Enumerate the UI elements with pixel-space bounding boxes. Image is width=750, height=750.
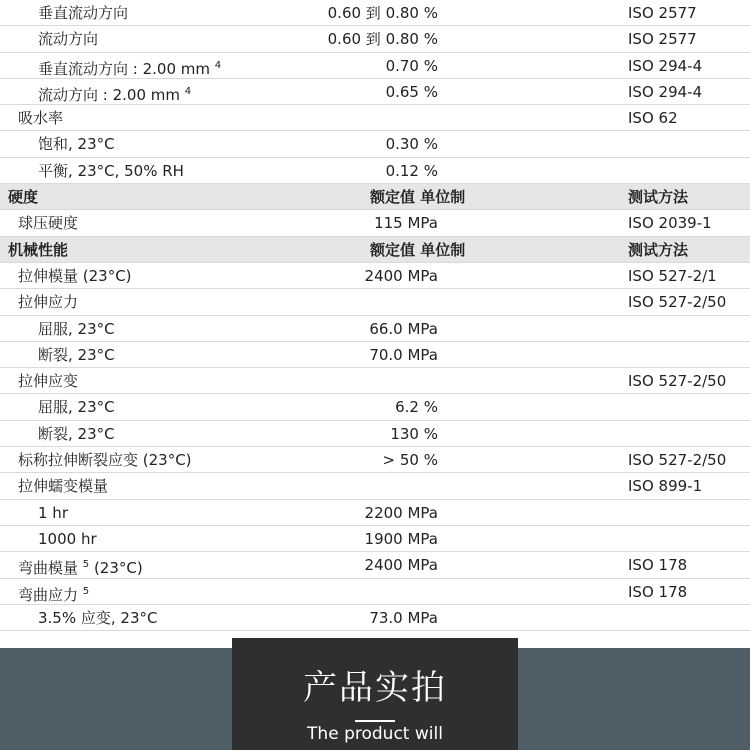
property-label [18,473,108,499]
property-label [38,316,115,342]
label-text: 流动方向 [38,30,99,49]
table-row [0,579,750,605]
property-value: 0.70 % [385,56,438,75]
test-method: ISO 62 [628,109,678,128]
table-row [0,368,750,394]
test-method: ISO 2577 [628,4,697,22]
property-value: 130 % [390,424,438,443]
table-row [0,394,750,420]
test-method: ISO 294-4 [628,82,703,101]
footer-divider [355,720,395,722]
value-column-header: 额定值 单位制 [370,240,466,259]
test-method: ISO 899-1 [628,477,703,496]
table-row [0,131,750,157]
property-label [38,79,191,108]
label-text: 弯曲模量 [18,559,79,578]
footer-subtitle: The product will [307,724,443,744]
property-label [38,26,98,52]
property-label [38,158,184,184]
property-label [18,368,78,394]
test-method: ISO 294-4 [628,56,703,75]
label-text: 拉伸蠕变模量 [18,477,109,496]
method-column-header: 测试方法 [628,240,689,259]
table-row [0,342,750,368]
label-text: 1 hr [38,503,68,522]
section-header-row [0,237,750,263]
property-value: 0.60 到 0.80 % [327,4,438,22]
table-row [0,158,750,184]
footnote-marker: 4 [184,85,192,97]
label-text: 拉伸模量 (23°C) [18,266,132,285]
table-row [0,316,750,342]
table-row [0,210,750,236]
table-row [0,263,750,289]
property-value: 2400 MPa [364,266,438,285]
label-text: 屈服, 23°C [38,398,115,417]
label-text: 吸水率 [18,109,64,128]
label-text: 饱和, 23°C [38,135,115,154]
property-value: 70.0 MPa [369,345,438,364]
property-value: 1900 MPa [364,529,438,548]
property-label [38,605,157,631]
label-text: 1000 hr [38,529,97,548]
property-label [38,421,115,447]
footnote-marker: 4 [214,59,222,71]
property-label [18,210,78,236]
test-method: ISO 527-2/1 [628,266,717,285]
property-value: > 50 % [382,451,438,470]
property-label [38,394,115,420]
table-row [0,605,750,631]
property-value: 2400 MPa [364,556,438,575]
property-value: 115 MPa [374,214,438,233]
property-value: 6.2 % [395,398,438,417]
table-row [0,500,750,526]
property-value: 0.30 % [385,135,438,154]
label-text: 断裂, 23°C [38,424,115,443]
property-value: 66.0 MPa [369,319,438,338]
table-row [0,0,750,26]
footer-title-box [232,638,518,750]
property-label [18,105,63,131]
label-text: 拉伸应变 [18,372,79,391]
property-label [38,500,68,526]
table-row [0,526,750,552]
table-row [0,105,750,131]
section-header-row [0,184,750,210]
property-label [38,131,115,157]
footnote-marker: 5 [82,559,90,571]
label-text: 垂直流动方向 : 2.00 mm [38,59,210,78]
test-method: ISO 2039-1 [628,214,712,233]
table-row [0,79,750,105]
property-label [38,526,97,552]
test-method: ISO 527-2/50 [628,293,727,312]
footnote-marker: 5 [82,585,90,597]
property-label [18,289,78,315]
test-method: ISO 178 [628,556,688,575]
value-column-header: 额定值 单位制 [370,188,466,207]
property-value: 0.65 % [385,82,438,101]
table-row [0,473,750,499]
test-method: ISO 527-2/50 [628,372,727,391]
property-value: 2200 MPa [364,503,438,522]
property-label [38,0,128,26]
test-method: ISO 527-2/50 [628,451,727,470]
property-value: 0.12 % [385,161,438,180]
table-row [0,421,750,447]
label-text: 标称拉伸断裂应变 (23°C) [18,451,192,470]
label-text: 平衡, 23°C, 50% RH [38,161,184,180]
label-text: 3.5% 应变, 23°C [38,608,158,627]
table-row [0,289,750,315]
label-suffix: (23°C) [89,559,143,578]
property-value: 73.0 MPa [369,608,438,627]
property-label [38,53,221,82]
label-text: 屈服, 23°C [38,319,115,338]
label-text: 机械性能 [8,240,69,259]
label-text: 拉伸应力 [18,293,79,312]
label-text: 垂直流动方向 [38,4,129,22]
label-text: 球压硬度 [18,214,79,233]
section-title [8,184,38,210]
property-label [18,447,192,473]
property-label [18,552,143,581]
section-title [8,237,68,263]
property-label [38,342,115,368]
table-row [0,53,750,79]
test-method: ISO 178 [628,582,688,601]
label-text: 流动方向 : 2.00 mm [38,85,180,104]
label-text: 弯曲应力 [18,585,79,604]
label-text: 硬度 [8,188,39,207]
property-label [18,579,89,608]
table-row [0,26,750,52]
table-row [0,552,750,578]
test-method: ISO 2577 [628,30,697,49]
table-row [0,447,750,473]
property-value: 0.60 到 0.80 % [327,30,438,49]
method-column-header: 测试方法 [628,188,689,207]
footer-title: 产品实拍 [303,668,447,708]
property-label [18,263,132,289]
label-text: 断裂, 23°C [38,345,115,364]
